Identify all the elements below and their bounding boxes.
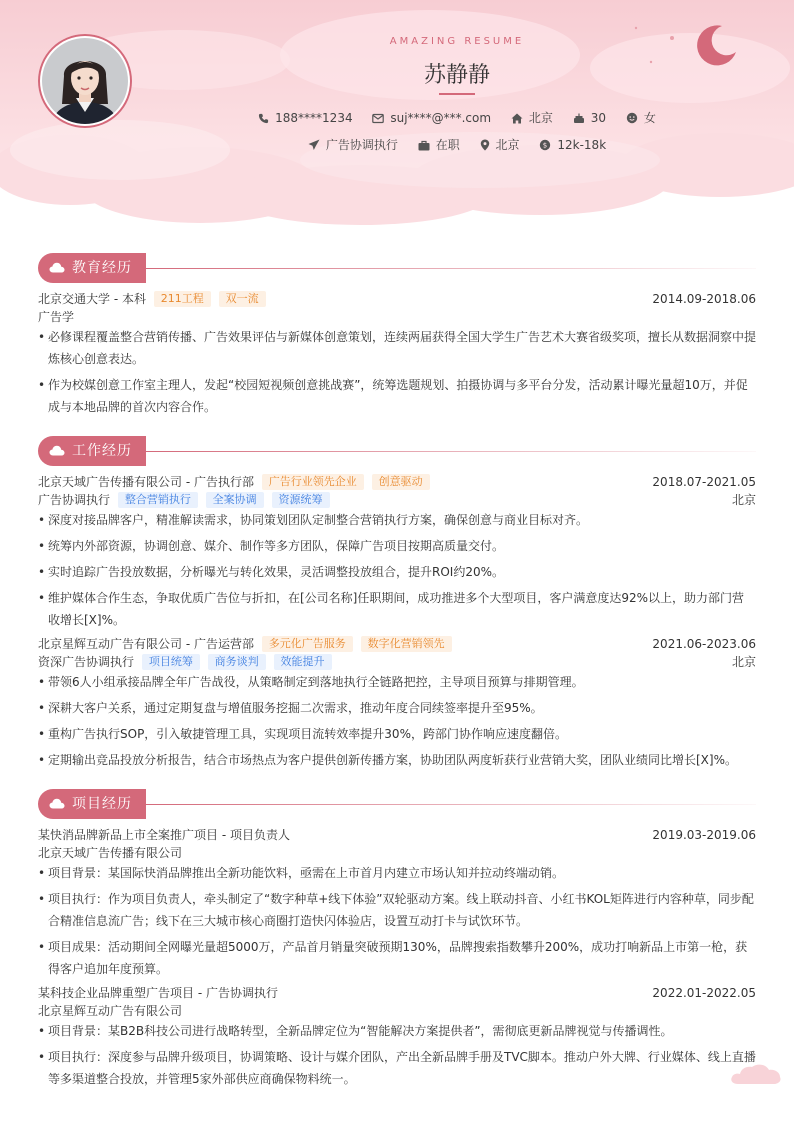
gender-info	[626, 109, 656, 126]
bullet-item: • 带领6人小组承接品牌全年广告战役，从策略制定到落地执行全链路把控，主导项目预算与排期管理。	[38, 671, 756, 693]
bullet-item: • 项目背景：某国际快消品牌推出全新功能饮料，亟需在上市首月内建立市场认知并拉动终端动销。	[38, 862, 756, 884]
project-entry	[38, 984, 756, 1090]
education-bullets	[38, 326, 756, 418]
job-intent-row	[0, 136, 794, 153]
salary-info	[539, 138, 606, 152]
role-title: 资深广告协调执行	[38, 655, 135, 669]
bullet-item: • 维护媒体合作生态，争取优质广告位与折扣，在[公司名称]任职期间，成功推进多个大型项目，客户满意度达92%以上，助力部门营收增长[X]%。	[38, 587, 756, 631]
bullet-item: • 统筹内外部资源，协调创意、媒介、制作等多方团队，保障广告项目按期高质量交付。	[38, 535, 756, 557]
home-icon	[511, 113, 523, 124]
age-text: 30	[590, 110, 607, 125]
resume-subtitle: AMAZING RESUME	[389, 36, 525, 47]
entry-header	[38, 826, 756, 844]
projects-title: 项目经历	[38, 789, 146, 819]
project-bullets	[38, 1020, 756, 1090]
email-icon	[372, 113, 384, 124]
skill-tag: 整合营销执行	[118, 492, 198, 508]
contact-row	[0, 109, 794, 126]
section-divider	[146, 804, 756, 805]
smile-icon	[626, 112, 638, 124]
role-row	[38, 653, 756, 671]
work-date: 2018.07-2021.05	[652, 475, 756, 489]
city-text: 北京	[495, 138, 520, 152]
education-entry	[38, 290, 756, 418]
work-date: 2021.06-2023.06	[652, 637, 756, 651]
work-entry	[38, 635, 756, 771]
entry-header	[38, 635, 756, 653]
skill-tag: 全案协调	[206, 492, 264, 508]
education-date: 2014.09-2018.06	[652, 292, 756, 306]
education-title: 教育经历	[38, 253, 146, 283]
entry-header	[38, 473, 756, 491]
age-info	[573, 111, 606, 125]
resume-header	[0, 0, 794, 230]
cloud-icon	[49, 262, 65, 273]
entry-header	[38, 290, 756, 308]
major: 广告学	[38, 310, 75, 324]
salary-text: 12k-18k	[557, 137, 607, 152]
entry-header	[38, 984, 756, 1002]
bullet-item: • 作为校媒创意工作室主理人，发起“校园短视频创意挑战赛”，统筹选题规划、拍摄协调与多平台分发，活动累计曝光量超10万，并促成与本地品牌的首次内容合作。	[38, 374, 756, 418]
skill-tag: 效能提升	[274, 654, 332, 670]
status-info	[418, 136, 460, 153]
skill-tag: 资源统筹	[272, 492, 330, 508]
phone-text: 188****1234	[275, 110, 353, 125]
school-tag: 211工程	[154, 291, 211, 307]
project-entry	[38, 826, 756, 980]
role-title: 广告协调执行	[38, 493, 111, 507]
hometown-info	[511, 109, 553, 126]
company-name: 北京天域广告传播有限公司 - 广告执行部	[38, 475, 254, 489]
work-bullets	[38, 671, 756, 771]
city-info	[480, 136, 520, 153]
work-title: 工作经历	[38, 436, 146, 466]
gender-text: 女	[643, 111, 656, 125]
projects-header	[38, 788, 756, 820]
work-section	[38, 435, 756, 775]
company-tag: 广告行业领先企业	[262, 474, 364, 490]
hometown-text: 北京	[528, 111, 553, 125]
work-city: 北京	[731, 493, 756, 507]
work-bullets	[38, 509, 756, 631]
project-name: 某快消品牌新品上市全案推广项目 - 项目负责人	[38, 828, 290, 842]
status-text: 在职	[435, 138, 460, 152]
cake-icon	[573, 112, 585, 124]
education-section	[38, 252, 756, 422]
project-name: 某科技企业品牌重塑广告项目 - 广告协调执行	[38, 986, 278, 1000]
bullet-item: • 项目执行：作为项目负责人，牵头制定了“数字种草+线下体验”双轮驱动方案。线上联动抖音、小红书KOL矩阵进行内容种草，同步配合精准信息流广告；线下在三大城市核心商圈打造快闪体验店，设置互动打卡与试饮环节。	[38, 888, 756, 932]
project-company: 北京天域广告传播有限公司	[38, 846, 183, 860]
cloud-icon	[49, 798, 65, 809]
project-company: 北京星辉互动广告有限公司	[38, 1004, 183, 1018]
section-divider	[146, 268, 756, 269]
project-date: 2019.03-2019.06	[652, 828, 756, 842]
bullet-item: • 必修课程覆盖整合营销传播、广告效果评估与新媒体创意策划，连续两届获得全国大学生广告艺术大赛省级奖项，擅长从数据洞察中提炼核心创意表达。	[38, 326, 756, 370]
phone-info	[258, 111, 352, 125]
cloud-icon	[49, 445, 65, 456]
send-icon	[308, 139, 320, 151]
role-row	[38, 491, 756, 509]
education-header	[38, 252, 756, 284]
bullet-item: • 项目执行：深度参与品牌升级项目，协调策略、设计与媒介团队，产出全新品牌手册及TVC脚本。推动户外大牌、行业媒体、线上直播等多渠道整合投放，并管理5家外部供应商确保物料统一。	[38, 1046, 756, 1090]
skill-tag: 项目统筹	[142, 654, 200, 670]
bullet-item: • 项目成果：活动期间全网曝光量超5000万，产品首月销量突破预期130%，品牌搜索指数攀升200%，成功打响新品上市第一枪，获得客户追加年度预算。	[38, 936, 756, 980]
company-tag: 数字化营销领先	[361, 636, 452, 652]
position-info	[308, 136, 398, 153]
candidate-name: 苏静静	[423, 63, 490, 88]
position-text: 广告协调执行	[325, 138, 398, 152]
company-tag: 多元化广告服务	[262, 636, 353, 652]
email-info	[372, 111, 491, 125]
bullet-item: • 重构广告执行SOP，引入敏捷管理工具，实现项目流转效率提升30%，跨部门协作响应速度翻倍。	[38, 723, 756, 745]
phone-icon	[258, 113, 269, 124]
email-text: suj****@***.com	[390, 110, 492, 125]
work-entry	[38, 473, 756, 631]
bullet-item: • 实时追踪广告投放数据，分析曝光与转化效果，灵活调整投放组合，提升ROI约20%。	[38, 561, 756, 583]
company-tag: 创意驱动	[372, 474, 430, 490]
work-header	[38, 435, 756, 467]
name-underline	[439, 93, 475, 95]
money-icon	[539, 139, 551, 151]
skill-tag: 商务谈判	[208, 654, 266, 670]
company-name: 北京星辉互动广告有限公司 - 广告运营部	[38, 637, 254, 651]
school-tag: 双一流	[219, 291, 266, 307]
bullet-item: • 定期输出竞品投放分析报告，结合市场热点为客户提供创新传播方案，协助团队两度斩获行业营销大奖，团队业绩同比增长[X]%。	[38, 749, 756, 771]
decorative-cloud-icon	[728, 1060, 784, 1086]
school-name: 北京交通大学 - 本科	[38, 292, 146, 306]
section-divider	[146, 451, 756, 452]
briefcase-icon	[418, 140, 430, 151]
bullet-item: • 项目背景：某B2B科技公司进行战略转型，全新品牌定位为“智能解决方案提供者”，需彻底更新品牌视觉与传播调性。	[38, 1020, 756, 1042]
bullet-item: • 深耕大客户关系，通过定期复盘与增值服务挖掘二次需求，推动年度合同续签率提升至95%。	[38, 697, 756, 719]
bullet-item: • 深度对接品牌客户，精准解读需求，协同策划团队定制整合营销执行方案，确保创意与商业目标对齐。	[38, 509, 756, 531]
work-city: 北京	[731, 655, 756, 669]
location-pin-icon	[480, 139, 490, 151]
projects-section	[38, 788, 756, 1094]
svg-text:$: $	[543, 141, 548, 150]
project-bullets	[38, 862, 756, 980]
project-date: 2022.01-2022.05	[652, 986, 756, 1000]
